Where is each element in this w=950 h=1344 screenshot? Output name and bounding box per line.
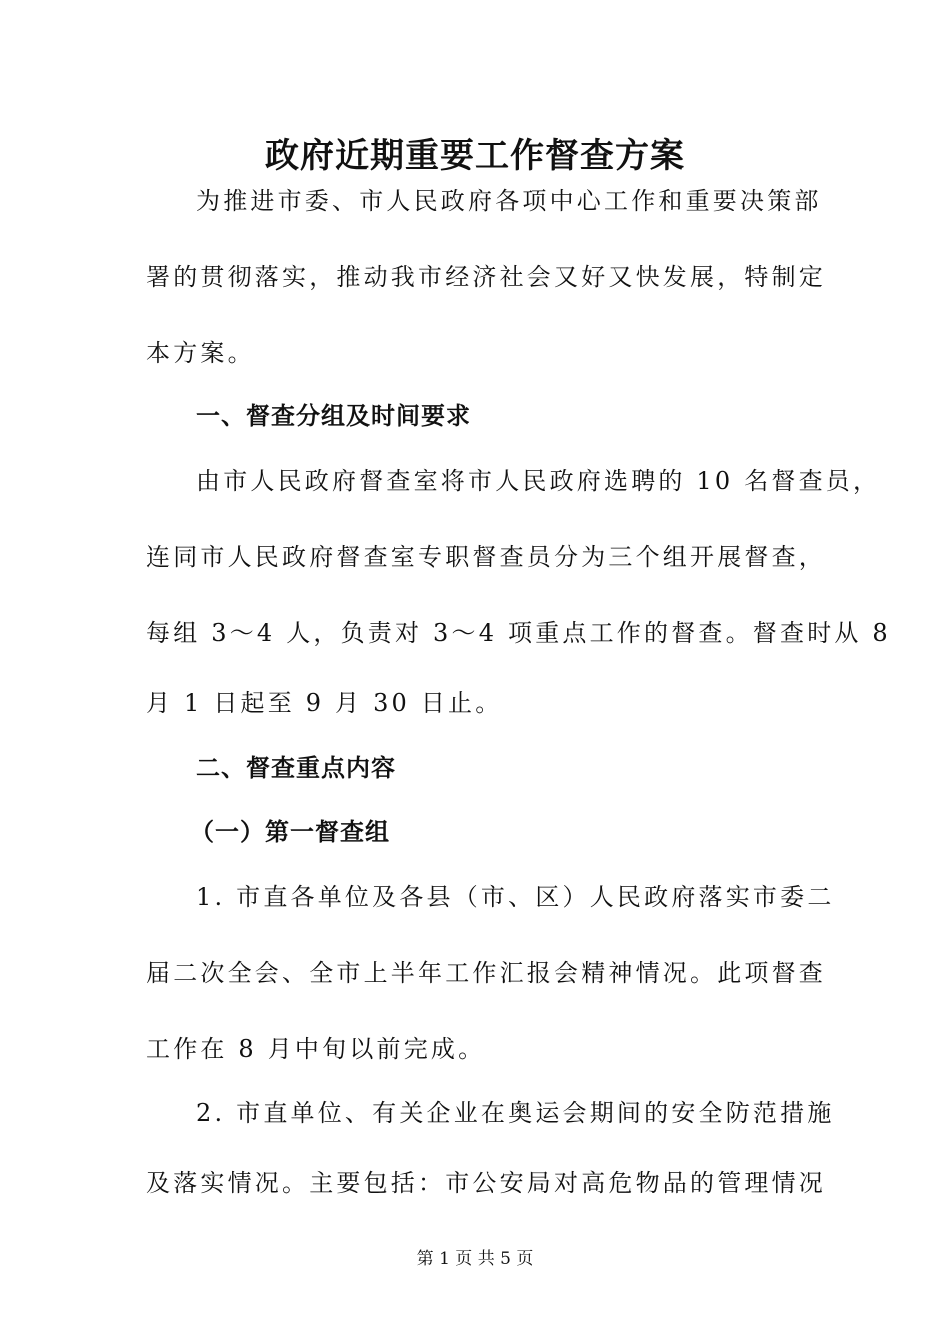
section1-line-4: 月 1 日起至 9 月 30 日止。 [146,689,503,717]
section1-line-1: 由市人民政府督查室将市人民政府选聘的 10 名督查员， [196,467,881,495]
item2-line-1: 2. 市直单位、有关企业在奥运会期间的安全防范措施 [196,1099,835,1127]
intro-line-2: 署的贯彻落实，推动我市经济社会又好又快发展，特制定 [146,263,826,291]
page-footer: 第 1 页 共 5 页 [416,1249,534,1269]
intro-line-1: 为推进市委、市人民政府各项中心工作和重要决策部 [196,187,822,215]
item1-line-1: 1. 市直各单位及各县（市、区）人民政府落实市委二 [196,883,835,911]
item1-line-3: 工作在 8 月中旬以前完成。 [146,1035,486,1063]
section1-heading: 一、督查分组及时间要求 [196,402,471,430]
intro-line-3: 本方案。 [146,339,255,367]
item2-line-2: 及落实情况。主要包括：市公安局对高危物品的管理情况 [146,1169,826,1197]
section1-line-3: 每组 3～4 人，负责对 3～4 项重点工作的督查。督查时从 8 [146,619,891,647]
item1-line-2: 届二次全会、全市上半年工作汇报会精神情况。此项督查 [146,959,826,987]
section2-subheading: （一）第一督查组 [190,818,390,846]
section1-line-2: 连同市人民政府督查室专职督查员分为三个组开展督查， [146,543,826,571]
section2-heading: 二、督查重点内容 [196,754,396,782]
document-title: 政府近期重要工作督查方案 [265,136,685,176]
